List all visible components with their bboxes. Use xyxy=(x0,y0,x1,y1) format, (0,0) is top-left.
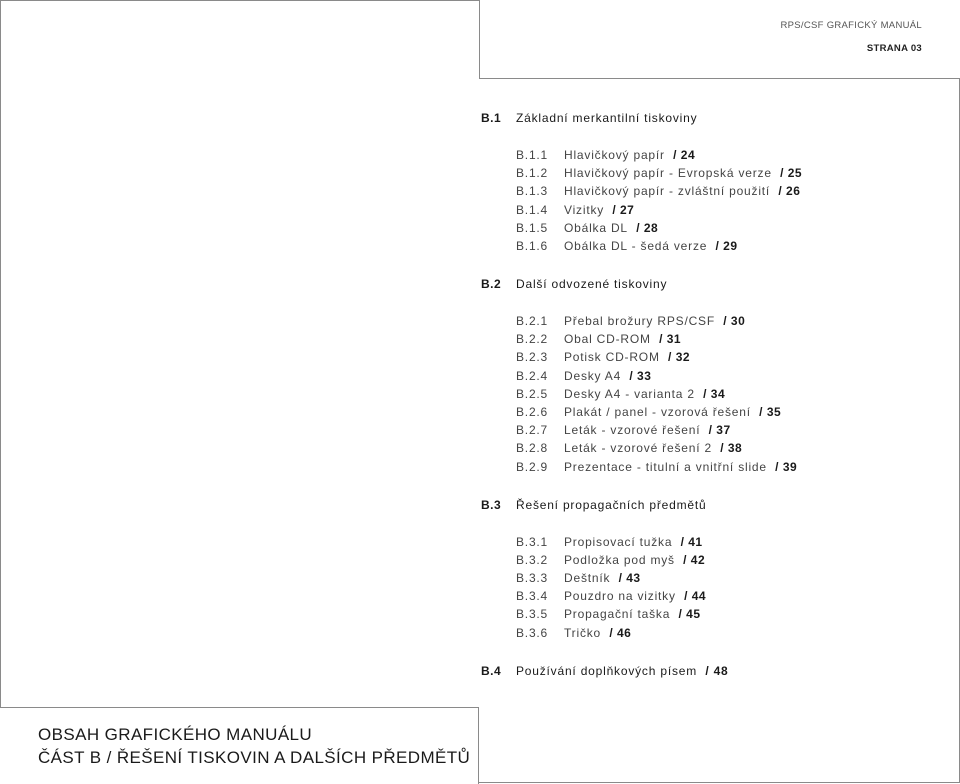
toc-item[interactable] xyxy=(516,535,703,549)
section-page-ref: / 48 xyxy=(705,663,729,678)
toc-item-page-ref: / 45 xyxy=(678,607,701,622)
toc-item-code: B.3.5 xyxy=(516,607,549,622)
toc-item-page-ref: / 44 xyxy=(684,589,707,604)
toc-item[interactable] xyxy=(516,369,651,383)
toc-item[interactable] xyxy=(516,350,690,364)
section-title-text: Další odvozené tiskoviny xyxy=(516,277,668,291)
toc-item-page-ref: / 41 xyxy=(680,534,703,549)
section-title[interactable] xyxy=(516,277,667,291)
toc-item[interactable] xyxy=(516,460,797,474)
toc-item[interactable] xyxy=(516,166,802,180)
toc-item[interactable] xyxy=(516,221,658,235)
toc-item[interactable] xyxy=(516,239,738,253)
toc-item-title: Obálka DL xyxy=(564,220,628,235)
toc-item[interactable] xyxy=(516,589,706,603)
toc-item-title: Tričko xyxy=(564,625,602,640)
section-title-text: Základní merkantilní tiskoviny xyxy=(516,111,698,125)
toc-item-page-ref: / 42 xyxy=(683,552,706,567)
toc-item-page-ref: / 31 xyxy=(659,332,682,347)
manual-title: RPS/CSF GRAFICKÝ MANUÁL xyxy=(780,20,922,31)
toc-item-code: B.3.2 xyxy=(516,552,549,567)
toc-item[interactable] xyxy=(516,423,731,437)
toc-item-code: B.2.8 xyxy=(516,441,549,456)
toc-item-page-ref: / 29 xyxy=(715,239,738,253)
toc-item-title: Leták - vzorové řešení xyxy=(564,423,701,438)
toc-item-title: Prezentace - titulní a vnitřní slide xyxy=(564,459,767,474)
footer-subtitle: ČÁST B / ŘEŠENÍ TISKOVIN A DALŠÍCH PŘEDMĚTŮ xyxy=(38,748,471,767)
toc-item-page-ref: / 43 xyxy=(618,571,641,585)
toc-item-page-ref: / 35 xyxy=(759,405,782,419)
section-title[interactable] xyxy=(516,111,697,125)
toc-item-page-ref: / 30 xyxy=(723,314,746,328)
toc-item-code: B.3.1 xyxy=(516,534,549,549)
section-title[interactable] xyxy=(516,498,707,512)
toc-item-title: Hlavičkový papír xyxy=(564,148,665,162)
toc-item[interactable] xyxy=(516,405,781,419)
toc-item-page-ref: / 33 xyxy=(629,368,652,383)
toc-item[interactable] xyxy=(516,387,725,401)
toc-item-code: B.1.5 xyxy=(516,220,549,235)
toc-item-code: B.1.4 xyxy=(516,202,549,217)
toc-item-title: Vizitky xyxy=(564,202,605,217)
toc-item-code: B.1.6 xyxy=(516,239,549,253)
toc-item-title: Desky A4 xyxy=(564,368,622,383)
section-code: B.2 xyxy=(481,277,502,291)
section-code: B.1 xyxy=(481,111,502,125)
toc-item[interactable] xyxy=(516,626,631,640)
toc-item-title: Obal CD-ROM xyxy=(564,332,651,347)
toc-item-code: B.2.4 xyxy=(516,368,549,383)
toc-item-title: Přebal brožury RPS/CSF xyxy=(564,314,715,328)
toc-item-title: Podložka pod myš xyxy=(564,552,675,567)
toc-item-page-ref: / 26 xyxy=(778,184,801,199)
toc-item-page-ref: / 34 xyxy=(703,386,726,401)
section-title[interactable] xyxy=(516,664,729,678)
section-title-text: Používání doplňkových písem xyxy=(516,663,698,678)
toc-item-title: Hlavičkový papír - zvláštní použití xyxy=(564,184,771,199)
toc-item-page-ref: / 25 xyxy=(780,166,803,181)
toc-item-title: Desky A4 - varianta 2 xyxy=(564,386,695,401)
toc-item[interactable] xyxy=(516,203,634,217)
toc-item-title: Leták - vzorové řešení 2 xyxy=(564,441,712,456)
toc-item-title: Potisk CD-ROM xyxy=(564,350,660,365)
toc-item-page-ref: / 38 xyxy=(720,441,743,456)
toc-item-page-ref: / 24 xyxy=(673,148,696,162)
toc-item[interactable] xyxy=(516,553,705,567)
toc-item-code: B.1.3 xyxy=(516,184,549,199)
toc-item-code: B.3.6 xyxy=(516,625,549,640)
toc-item-title: Deštník xyxy=(564,571,611,585)
toc-item-page-ref: / 37 xyxy=(708,423,731,438)
toc-item-title: Propisovací tužka xyxy=(564,534,673,549)
toc-item-code: B.2.5 xyxy=(516,386,549,401)
toc-item-code: B.1.1 xyxy=(516,148,549,162)
toc-item-code: B.2.1 xyxy=(516,314,549,328)
toc-item-page-ref: / 28 xyxy=(636,220,659,235)
toc-item-page-ref: / 39 xyxy=(775,459,798,474)
toc-item-code: B.3.4 xyxy=(516,589,549,604)
toc-item-page-ref: / 32 xyxy=(668,350,691,365)
toc-item[interactable] xyxy=(516,184,800,198)
toc-item-title: Hlavičkový papír - Evropská verze xyxy=(564,166,772,181)
toc-item-code: B.1.2 xyxy=(516,166,549,181)
toc-item[interactable] xyxy=(516,607,701,621)
section-code: B.4 xyxy=(481,663,502,678)
toc-item-title: Plakát / panel - vzorová řešení xyxy=(564,405,751,419)
toc-item-page-ref: / 27 xyxy=(612,202,635,217)
toc-item-page-ref: / 46 xyxy=(609,625,632,640)
page-header xyxy=(479,0,960,79)
footer-title: OBSAH GRAFICKÉHO MANUÁLU xyxy=(38,725,313,744)
toc-item[interactable] xyxy=(516,148,695,162)
toc-item[interactable] xyxy=(516,571,641,585)
page-footer xyxy=(0,707,479,784)
toc-item[interactable] xyxy=(516,332,681,346)
page-number: STRANA 03 xyxy=(866,43,922,54)
toc-item-code: B.3.3 xyxy=(516,571,549,585)
toc-item-code: B.2.6 xyxy=(516,405,549,419)
toc-item-title: Pouzdro na vizitky xyxy=(564,589,676,604)
toc-item[interactable] xyxy=(516,441,742,455)
toc-item-code: B.2.2 xyxy=(516,332,549,347)
toc-item-code: B.2.7 xyxy=(516,423,549,438)
toc-item-title: Propagační taška xyxy=(564,607,671,622)
toc-item-code: B.2.3 xyxy=(516,350,549,365)
section-title-text: Řešení propagačních předmětů xyxy=(516,497,707,512)
toc-item-code: B.2.9 xyxy=(516,459,549,474)
toc-item[interactable] xyxy=(516,314,745,328)
toc-item-title: Obálka DL - šedá verze xyxy=(564,239,708,253)
section-code: B.3 xyxy=(481,497,502,512)
